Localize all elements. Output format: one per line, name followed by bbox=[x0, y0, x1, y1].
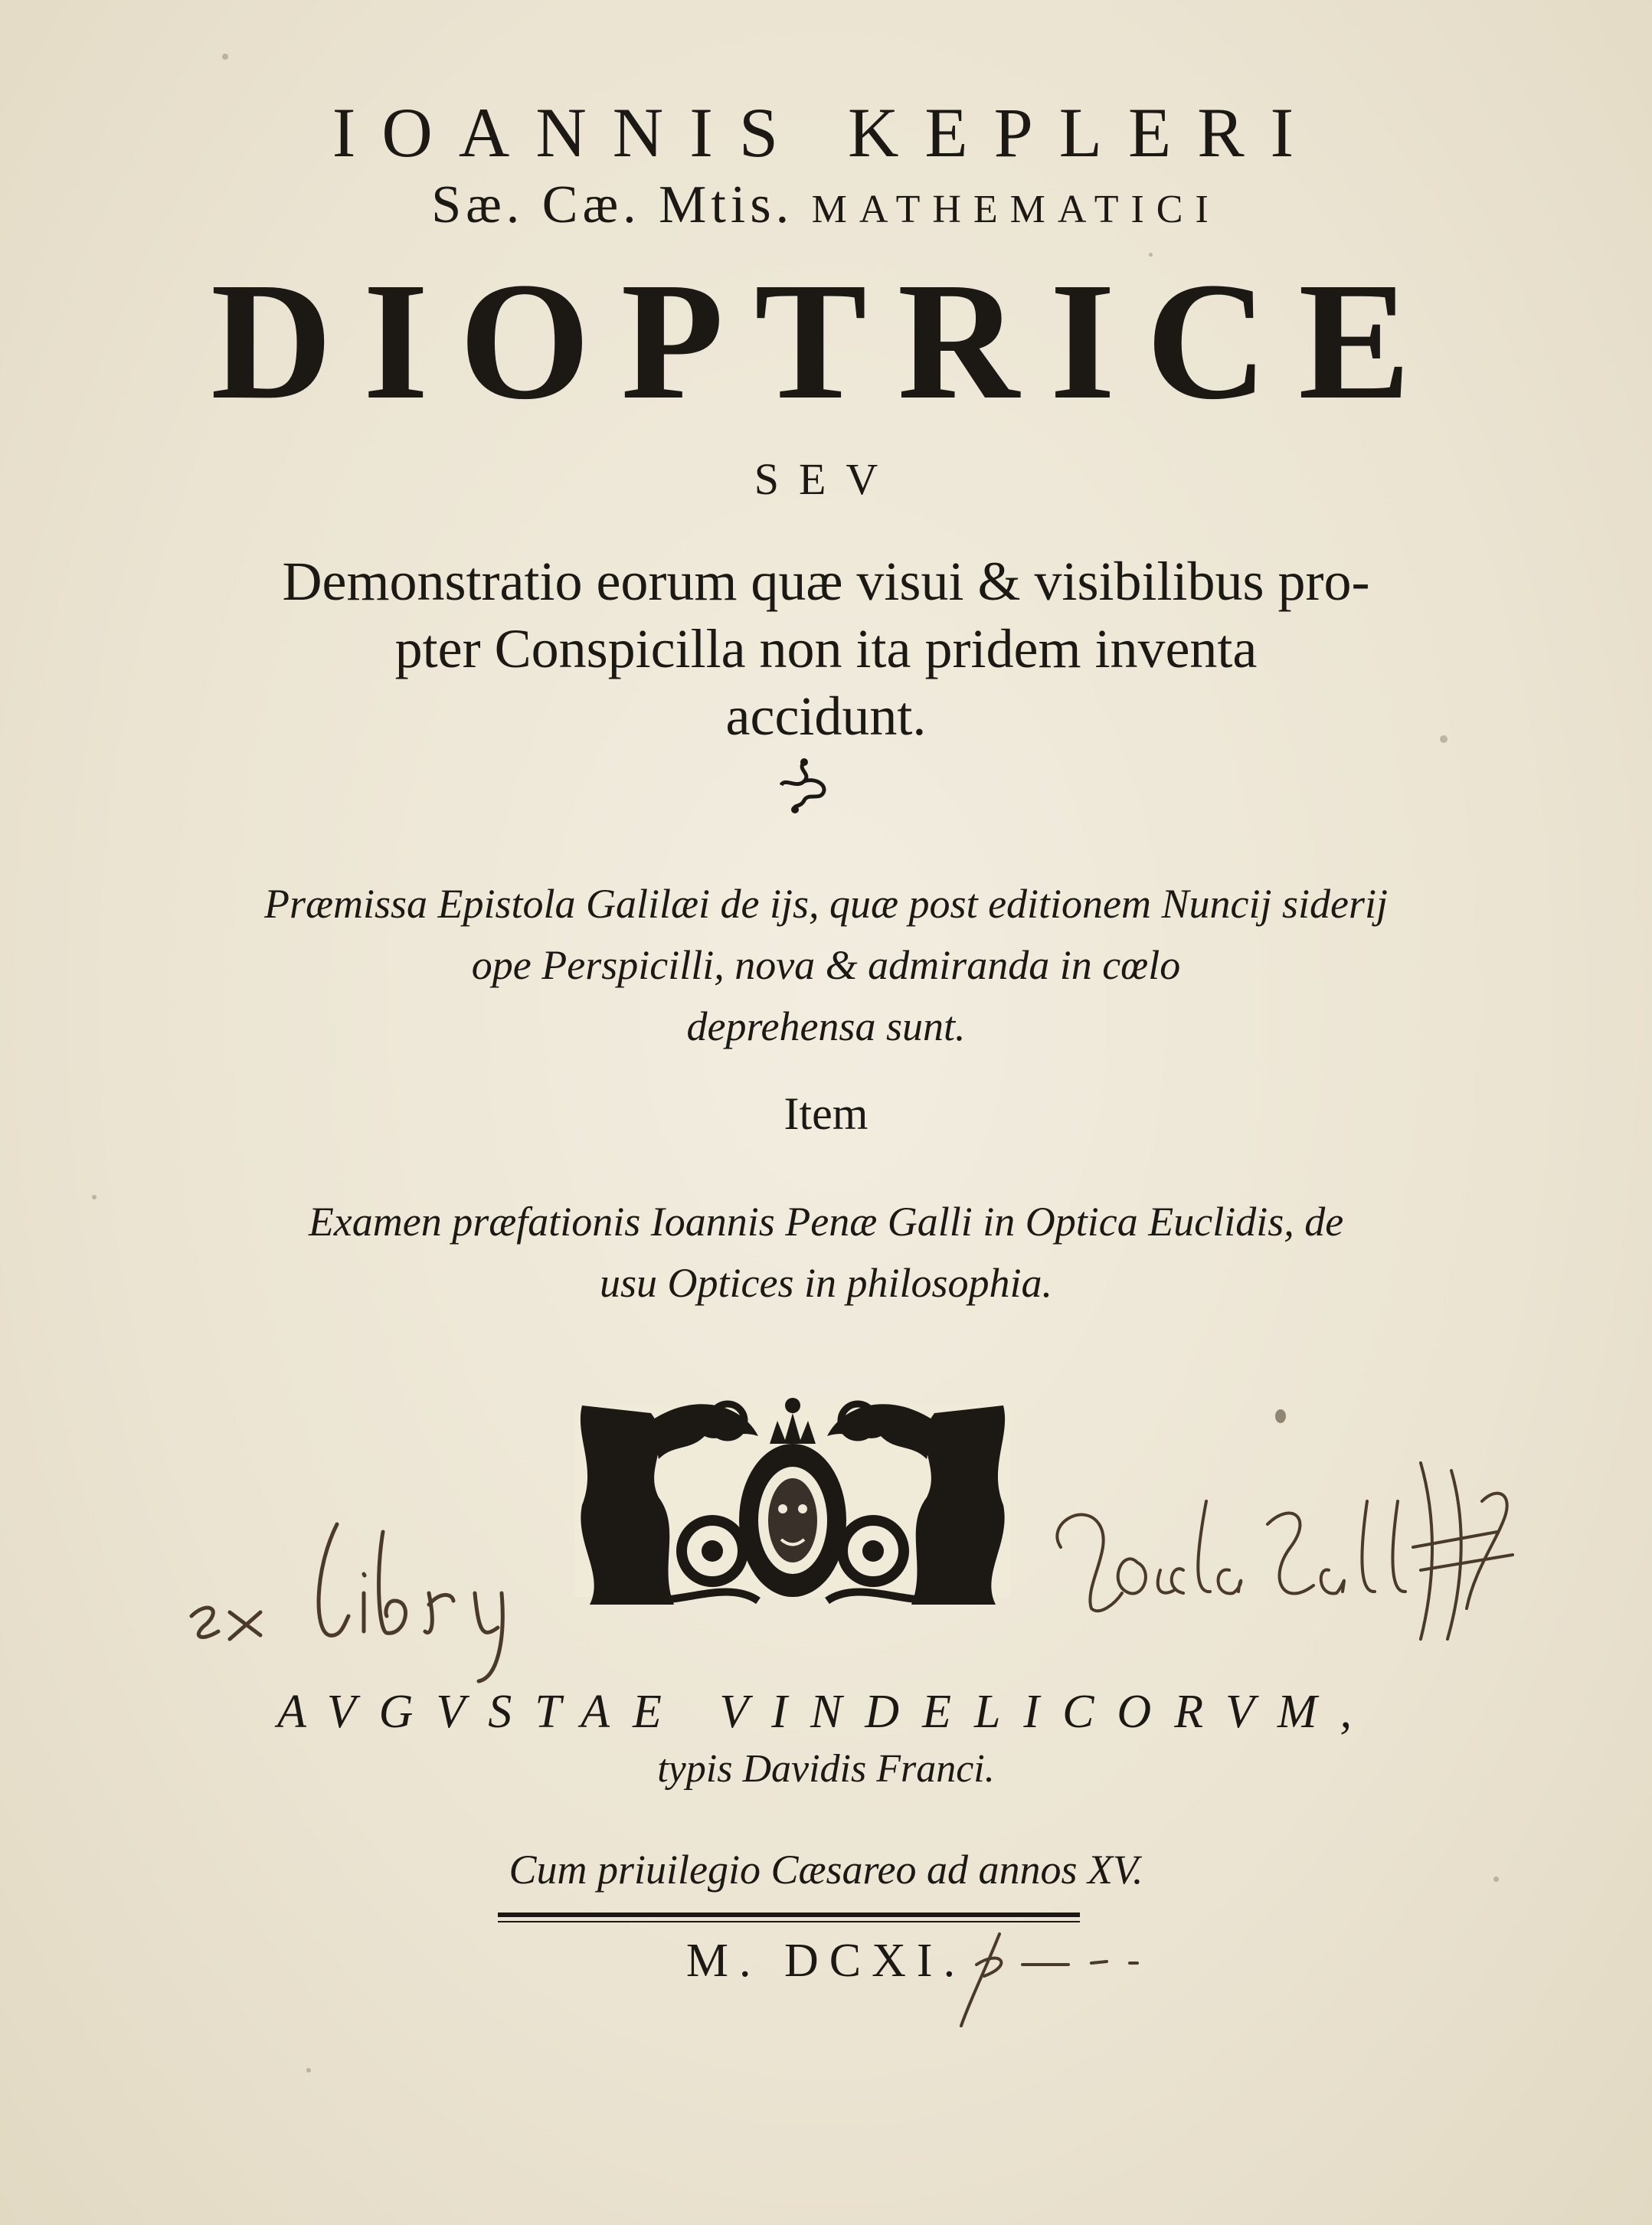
office-line bbox=[0, 175, 1652, 236]
printers-device-woodcut bbox=[567, 1375, 1019, 1620]
praemissa-line: deprehensa sunt. bbox=[686, 1003, 966, 1049]
office-word: MATHEMATICI bbox=[811, 188, 1221, 231]
praemissa-block bbox=[0, 873, 1652, 1057]
praemissa-line: Præmissa Epistola Galilæi de ijs, quæ post editionem Nuncij siderij bbox=[263, 881, 1389, 927]
handwritten-ex-libris bbox=[176, 1501, 536, 1685]
imprint-printer: typis Davidis Franci. bbox=[657, 1747, 995, 1791]
paper-speck bbox=[306, 2068, 311, 2073]
office-prefix: Sæ. Cæ. Mtis. bbox=[431, 175, 794, 234]
subtitle-line: Demonstratio eorum quæ visui & visibilibus pro- bbox=[282, 551, 1370, 612]
paper-speck bbox=[222, 54, 228, 60]
examen-block bbox=[0, 1191, 1652, 1314]
subtitle-line: accidunt. bbox=[725, 685, 927, 747]
subtitle-line: pter Conspicilla non ita pridem inventa bbox=[394, 618, 1258, 679]
rule-thick bbox=[498, 1913, 1080, 1917]
book-title: DIOPTRICE bbox=[211, 247, 1441, 434]
subtitle-description bbox=[0, 548, 1652, 750]
examen-line: Examen præfationis Ioannis Penæ Galli in Optica Euclidis, de bbox=[308, 1199, 1344, 1245]
item-line: Item bbox=[783, 1088, 869, 1139]
author-line: IOANNIS KEPLERI bbox=[332, 93, 1320, 172]
paper-speck bbox=[1275, 1409, 1286, 1423]
praemissa-line: ope Perspicilli, nova & admiranda in cœlo bbox=[471, 942, 1181, 988]
fleuron-ornament bbox=[774, 754, 835, 816]
publication-year: M. DCXI. bbox=[685, 1935, 967, 1987]
examen-line: usu Optices in philosophia. bbox=[600, 1260, 1052, 1306]
seu-line: SEV bbox=[754, 454, 898, 504]
manuscript-mark bbox=[954, 1919, 1183, 2034]
imprint-place: AVGVSTAE VINDELICORVM, bbox=[277, 1686, 1375, 1738]
handwritten-signature bbox=[1038, 1455, 1543, 1654]
privilege-line: Cum priuilegio Cæsareo ad annos XV. bbox=[509, 1847, 1143, 1893]
